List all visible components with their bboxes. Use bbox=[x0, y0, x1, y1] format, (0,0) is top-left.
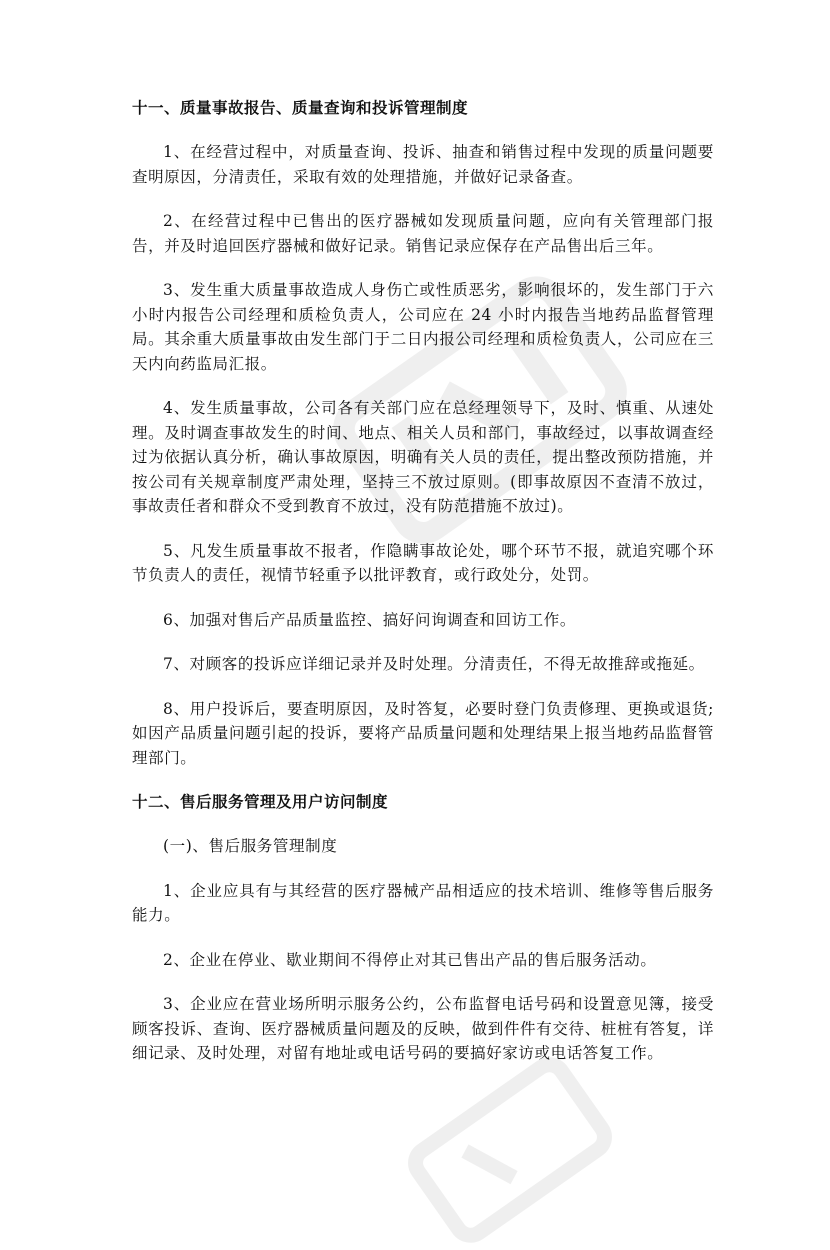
section-11-paragraph: 7、对顾客的投诉应详细记录并及时处理。分清责任，不得无故推辞或拖延。 bbox=[163, 655, 705, 673]
section-11-paragraph: 4、发生质量事故，公司各有关部门应在总经理领导下，及时、慎重、从速处理。及时调查事故发生的时间、地点、相关人员和部门，事故经过，以事故调查经过为依据认真分析，确认事故原因，明确有关人员的责任，提出整改预防措施，并按公司有关规章制度严肃处理，坚持三不放过原则。(即事故原因不查清不放过，事故责任者和群众不受到教育不放过，没有防范措施不放过)。 bbox=[132, 399, 714, 515]
section-11-paragraph: 5、凡发生质量事故不报者，作隐瞒事故论处，哪个环节不报，就追究哪个环节负责人的责任，视情节轻重予以批评教育，或行政处分，处罚。 bbox=[132, 541, 714, 584]
section-12-subheading: (一)、售后服务管理制度 bbox=[163, 837, 338, 855]
section-11-paragraph: 8、用户投诉后，要查明原因，及时答复，必要时登门负责修理、更换或退货;如因产品质量问题引起的投诉，要将产品质量问题和处理结果上报当地药品监督管理部门。 bbox=[132, 699, 714, 767]
section-12-heading: 十二、售后服务管理及用户访问制度 bbox=[132, 793, 389, 811]
section-12-paragraph: 1、企业应具有与其经营的医疗器械产品相适应的技术培训、维修等售后服务能力。 bbox=[132, 881, 714, 924]
section-11-paragraph: 1、在经营过程中，对质量查询、投诉、抽查和销售过程中发现的质量问题要查明原因，分清责任，采取有效的处理措施，并做好记录备查。 bbox=[132, 143, 714, 186]
section-11-heading: 十一、质量事故报告、质量查询和投诉管理制度 bbox=[132, 99, 469, 117]
section-12-paragraph: 3、企业应在营业场所明示服务公约，公布监督电话号码和设置意见簿，接受顾客投诉、查询、医疗器械质量问题及的反映，做到件件有交待、桩桩有答复，详细记录、及时处理，对留有地址或电话号码的要搞好家访或电话答复工作。 bbox=[132, 995, 714, 1062]
section-11-paragraph: 3、发生重大质量事故造成人身伤亡或性质恶劣，影响很坏的，发生部门于六小时内报告公司经理和质检负责人，公司应在 24 小时内报告当地药品监督管理局。其余重大质量事故由发生部门于二日内报公司经理和质检负责人，公司应在三天内向药监局汇报。 bbox=[132, 281, 714, 373]
section-11-paragraph: 6、加强对售后产品质量监控、搞好问询调查和回访工作。 bbox=[163, 610, 576, 629]
document-page bbox=[132, 96, 714, 1086]
section-11-paragraph: 2、在经营过程中已售出的医疗器械如发现质量问题，应向有关管理部门报告，并及时追回医疗器械和做好记录。销售记录应保存在产品售出后三年。 bbox=[132, 212, 714, 255]
section-12-paragraph: 2、企业在停业、歇业期间不得停止对其已售出产品的售后服务活动。 bbox=[163, 950, 657, 969]
